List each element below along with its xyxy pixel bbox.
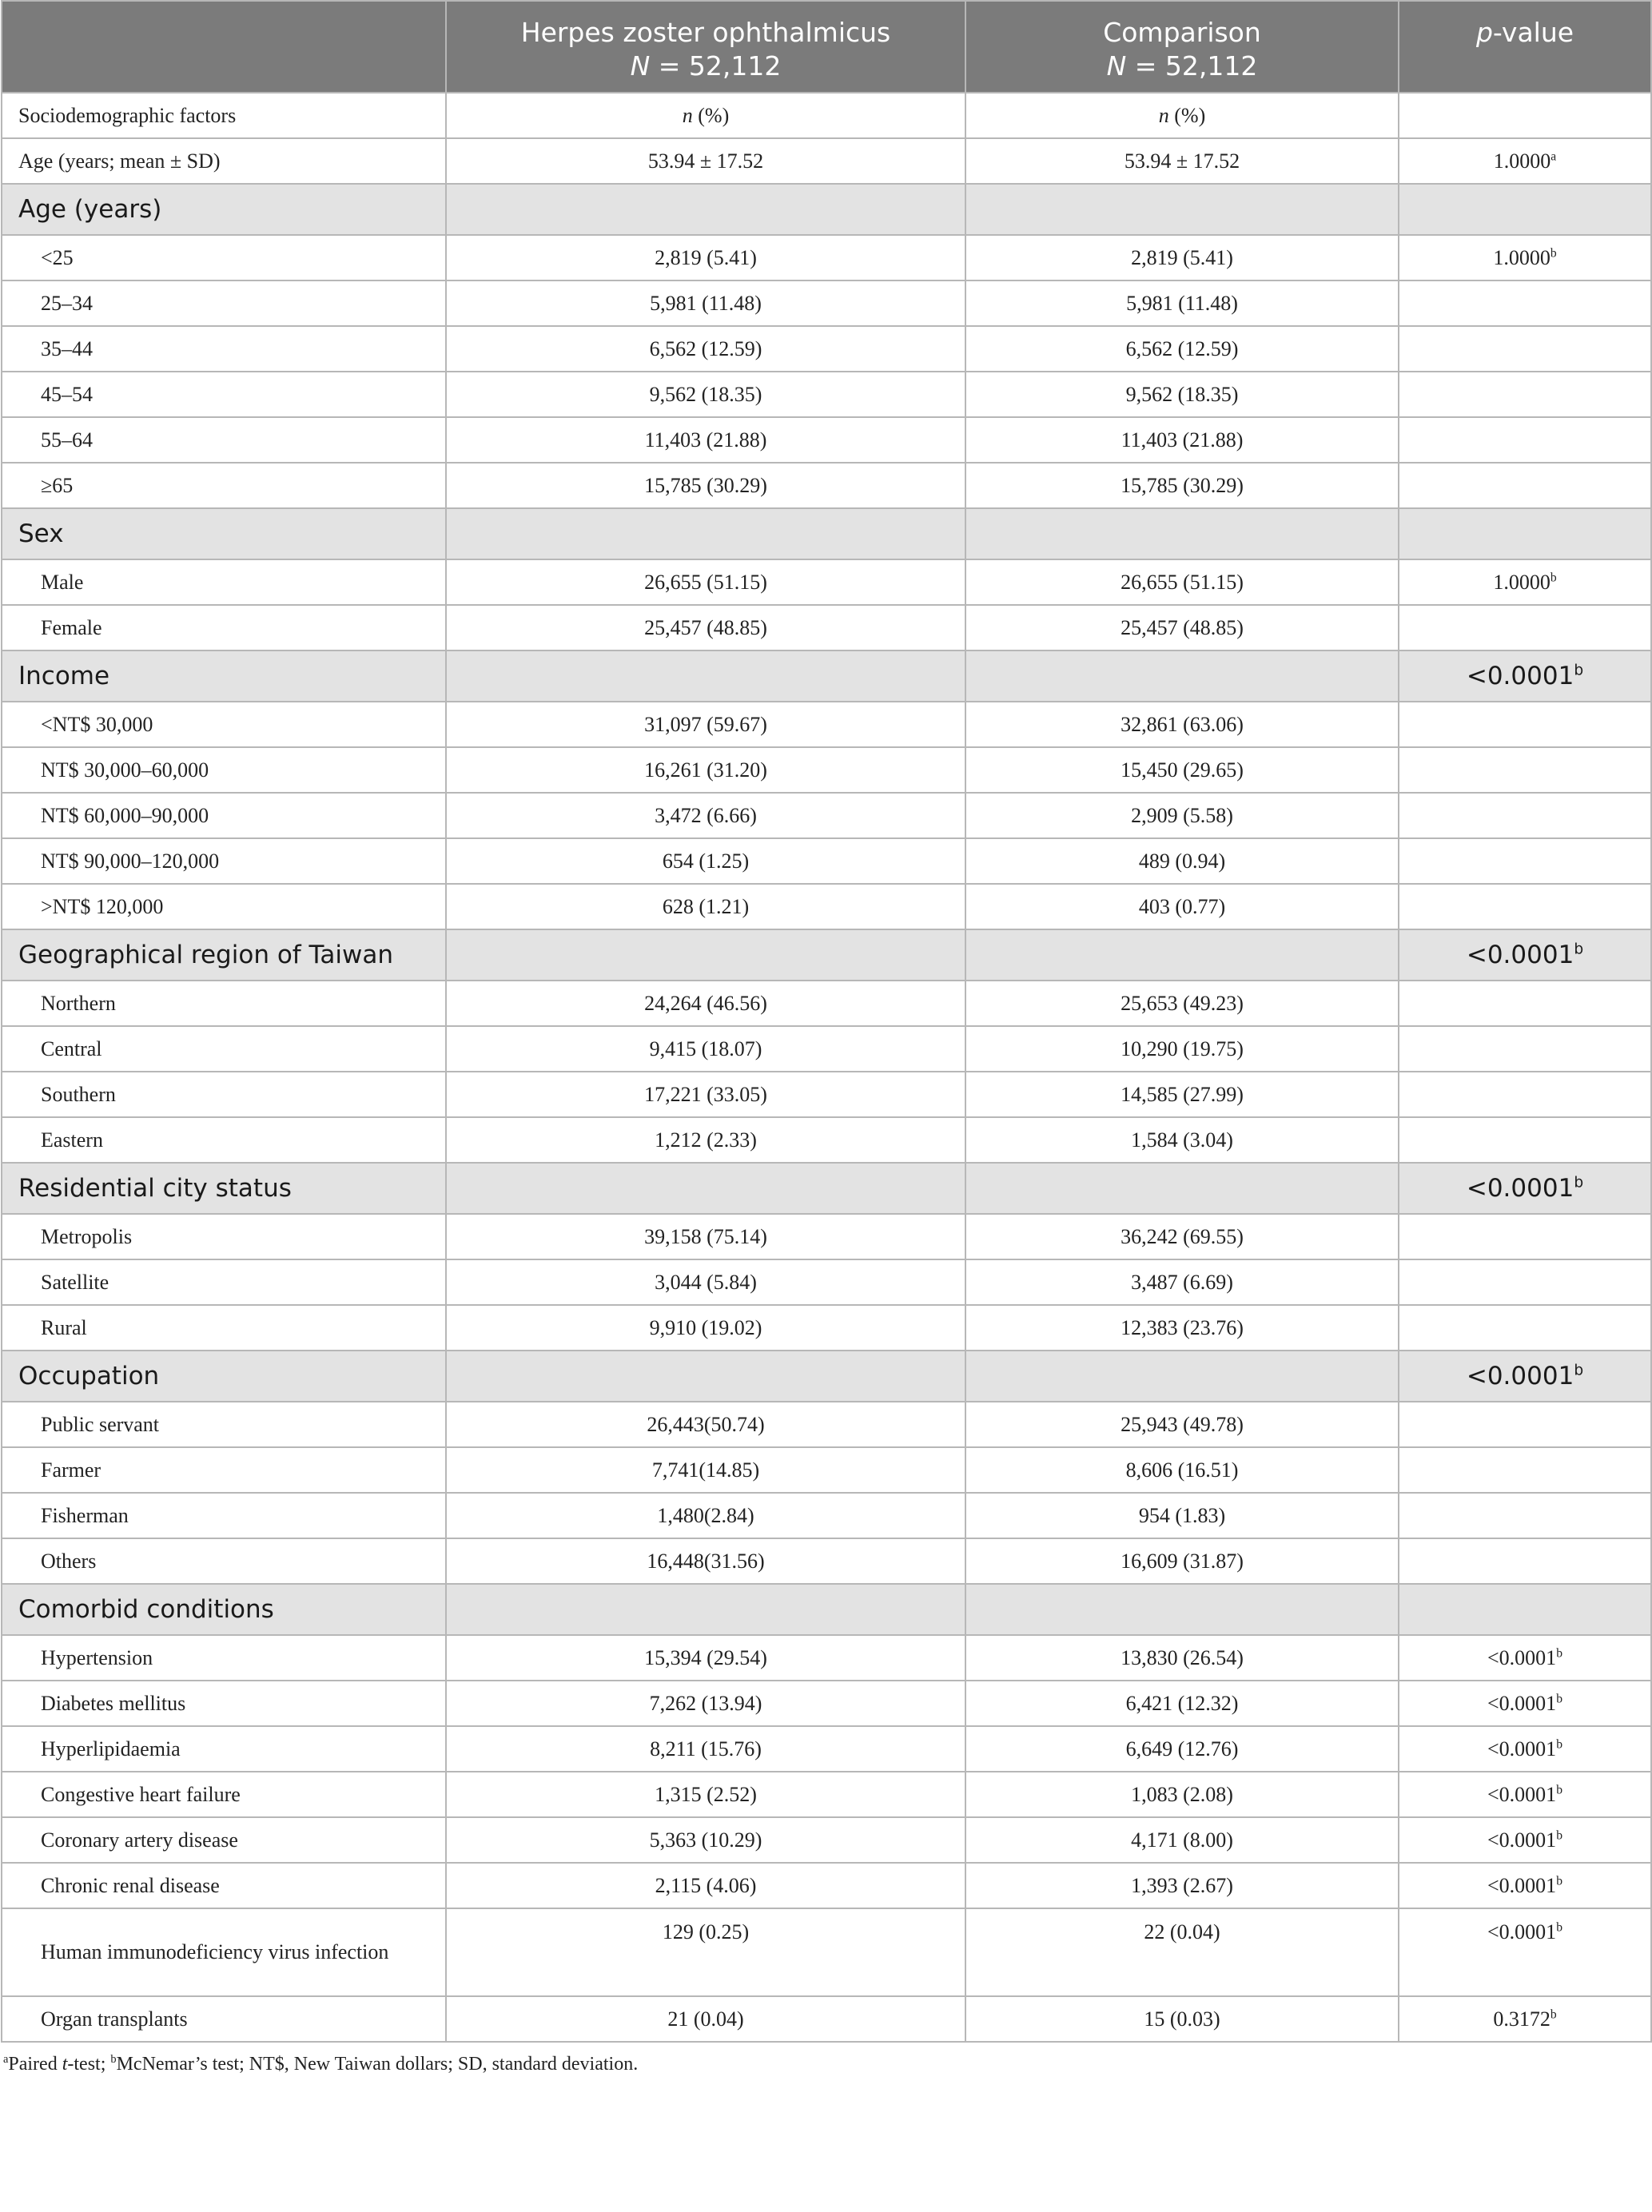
- hzo-value: 5,363 (10.29): [446, 1817, 965, 1863]
- row-label: Comorbid conditions: [2, 1584, 446, 1635]
- hzo-value: [446, 1351, 965, 1402]
- hzo-value: [446, 508, 965, 559]
- p-value: [1399, 1493, 1651, 1538]
- p-value: [1399, 1681, 1651, 1726]
- p-value: [1399, 1259, 1651, 1305]
- comparison-value: 2,819 (5.41): [965, 235, 1399, 280]
- n-italic: n: [1158, 103, 1169, 127]
- hzo-value: 25,457 (48.85): [446, 605, 965, 650]
- row-label: Income: [2, 650, 446, 702]
- table-row: [2, 747, 1651, 793]
- row-label: <NT$ 30,000: [2, 702, 446, 747]
- comparison-value: 25,943 (49.78): [965, 1402, 1399, 1447]
- table-row: [2, 884, 1651, 929]
- p-value-footnote-mark: b: [1550, 570, 1557, 584]
- comparison-value: 1,083 (2.08): [965, 1772, 1399, 1817]
- p-value: [1399, 372, 1651, 417]
- row-label: Northern: [2, 981, 446, 1026]
- table-row: [2, 1214, 1651, 1259]
- table-row: [2, 235, 1651, 280]
- hzo-value: 26,443(50.74): [446, 1402, 965, 1447]
- row-label: Central: [2, 1026, 446, 1072]
- p-value: [1399, 1584, 1651, 1635]
- hzo-value: 3,044 (5.84): [446, 1259, 965, 1305]
- hzo-value: 53.94 ± 17.52: [446, 138, 965, 184]
- row-label: Age (years; mean ± SD): [2, 138, 446, 184]
- row-label: NT$ 90,000–120,000: [2, 838, 446, 884]
- row-label: Human immunodeficiency virus infection: [2, 1908, 446, 1996]
- header-p-value: [1399, 1, 1651, 93]
- p-value: [1399, 1351, 1651, 1402]
- p-value-footnote-mark: b: [1556, 1737, 1562, 1751]
- p-value-text: <0.0001: [1466, 1174, 1574, 1203]
- table-row: [2, 605, 1651, 650]
- row-label: Age (years): [2, 184, 446, 235]
- hzo-value: 2,819 (5.41): [446, 235, 965, 280]
- table-row: [2, 1538, 1651, 1584]
- comparison-value: 4,171 (8.00): [965, 1817, 1399, 1863]
- comparison-value: 25,457 (48.85): [965, 605, 1399, 650]
- p-value: [1399, 1726, 1651, 1772]
- comparison-value: 11,403 (21.88): [965, 417, 1399, 463]
- comparison-value: 15,450 (29.65): [965, 747, 1399, 793]
- p-value: [1399, 1072, 1651, 1117]
- table-row: [2, 417, 1651, 463]
- table-row: [2, 1996, 1651, 2042]
- comparison-value: 954 (1.83): [965, 1493, 1399, 1538]
- p-value-footnote-mark: b: [1550, 2007, 1557, 2021]
- comparison-value: 1,393 (2.67): [965, 1863, 1399, 1908]
- p-value: [1399, 702, 1651, 747]
- p-value-footnote-mark: b: [1556, 1645, 1562, 1660]
- p-value: [1399, 1772, 1651, 1817]
- p-value: [1399, 605, 1651, 650]
- row-label: 25–34: [2, 280, 446, 326]
- comparison-value: 13,830 (26.54): [965, 1635, 1399, 1681]
- section-row: [2, 1351, 1651, 1402]
- p-value-footnote-mark: b: [1550, 245, 1557, 260]
- hzo-value: 6,562 (12.59): [446, 326, 965, 372]
- comparison-value: [965, 929, 1399, 981]
- p-value-text: <0.0001: [1466, 941, 1574, 969]
- table-body: [2, 93, 1651, 2042]
- p-value: [1399, 417, 1651, 463]
- p-value: [1399, 1996, 1651, 2042]
- p-value: [1399, 1817, 1651, 1863]
- p-value: [1399, 1026, 1651, 1072]
- hzo-value: 7,741(14.85): [446, 1447, 965, 1493]
- comparison-value: [965, 93, 1399, 138]
- table-row: [2, 1117, 1651, 1163]
- header-blank: [2, 1, 446, 93]
- row-label: NT$ 60,000–90,000: [2, 793, 446, 838]
- table-row: [2, 93, 1651, 138]
- header-comparison: [965, 1, 1399, 93]
- hzo-value: 16,448(31.56): [446, 1538, 965, 1584]
- p-value-footnote-mark: b: [1556, 1920, 1562, 1935]
- header-hzo-n-value: = 52,112: [650, 50, 782, 82]
- p-value: [1399, 1447, 1651, 1493]
- table-row: [2, 138, 1651, 184]
- table-row: [2, 981, 1651, 1026]
- row-label: Satellite: [2, 1259, 446, 1305]
- table-row: [2, 838, 1651, 884]
- row-label: Fisherman: [2, 1493, 446, 1538]
- table-row: [2, 1259, 1651, 1305]
- hzo-value: [446, 184, 965, 235]
- p-value-footnote-mark: b: [1556, 1828, 1562, 1842]
- comparison-value: [965, 650, 1399, 702]
- comparison-value: 1,584 (3.04): [965, 1117, 1399, 1163]
- p-value-text: <0.0001: [1466, 1362, 1574, 1390]
- row-label: Male: [2, 559, 446, 605]
- p-value: [1399, 1402, 1651, 1447]
- p-value-text: <0.0001: [1487, 1645, 1557, 1669]
- hzo-value: 1,480(2.84): [446, 1493, 965, 1538]
- row-label: >NT$ 120,000: [2, 884, 446, 929]
- footnote-b-text: McNemar’s test; NT$, New Taiwan dollars; SD, standard deviation.: [116, 2054, 639, 2075]
- p-value: [1399, 929, 1651, 981]
- table-row: [2, 702, 1651, 747]
- table-row: [2, 793, 1651, 838]
- row-label: Others: [2, 1538, 446, 1584]
- header-comparison-n: [966, 50, 1398, 83]
- hzo-value: 39,158 (75.14): [446, 1214, 965, 1259]
- row-label: Sociodemographic factors: [2, 93, 446, 138]
- p-value: [1399, 1635, 1651, 1681]
- hzo-value: 15,394 (29.54): [446, 1635, 965, 1681]
- p-value: [1399, 1214, 1651, 1259]
- row-label: Rural: [2, 1305, 446, 1351]
- section-row: [2, 508, 1651, 559]
- section-row: [2, 929, 1651, 981]
- baseline-characteristics-table: [1, 0, 1652, 2043]
- table-row: [2, 1726, 1651, 1772]
- p-value: [1399, 1117, 1651, 1163]
- p-value: [1399, 650, 1651, 702]
- comparison-value: 9,562 (18.35): [965, 372, 1399, 417]
- p-value: [1399, 138, 1651, 184]
- table-row: [2, 1026, 1651, 1072]
- footnote-a-text2: -test;: [67, 2054, 111, 2075]
- row-label: Chronic renal disease: [2, 1863, 446, 1908]
- p-value-text: <0.0001: [1487, 1828, 1557, 1852]
- table-row: [2, 372, 1651, 417]
- section-row: [2, 650, 1651, 702]
- header-comparison-title: Comparison: [1103, 17, 1261, 48]
- p-value-footnote-mark: b: [1574, 662, 1584, 679]
- row-label: Hypertension: [2, 1635, 446, 1681]
- comparison-value: 32,861 (63.06): [965, 702, 1399, 747]
- p-value: [1399, 326, 1651, 372]
- comparison-value: 15,785 (30.29): [965, 463, 1399, 508]
- hzo-value: 5,981 (11.48): [446, 280, 965, 326]
- p-value: [1399, 235, 1651, 280]
- comparison-value: [965, 508, 1399, 559]
- hzo-value: 26,655 (51.15): [446, 559, 965, 605]
- p-value: [1399, 1538, 1651, 1584]
- p-value-text: <0.0001: [1487, 1782, 1557, 1806]
- hzo-value: 24,264 (46.56): [446, 981, 965, 1026]
- hzo-value: [446, 929, 965, 981]
- comparison-value: 403 (0.77): [965, 884, 1399, 929]
- row-label: Female: [2, 605, 446, 650]
- p-value: [1399, 884, 1651, 929]
- table-row: [2, 280, 1651, 326]
- p-value: [1399, 1305, 1651, 1351]
- row-label: 55–64: [2, 417, 446, 463]
- p-value: [1399, 793, 1651, 838]
- comparison-value: 15 (0.03): [965, 1996, 1399, 2042]
- p-value-text: <0.0001: [1487, 1691, 1557, 1715]
- p-value-footnote-mark: b: [1574, 941, 1584, 958]
- header-hzo-n: [447, 50, 965, 83]
- row-label: Diabetes mellitus: [2, 1681, 446, 1726]
- hzo-value: 1,315 (2.52): [446, 1772, 965, 1817]
- header-hzo: [446, 1, 965, 93]
- table-row: [2, 1817, 1651, 1863]
- hzo-value: 2,115 (4.06): [446, 1863, 965, 1908]
- hzo-value: 21 (0.04): [446, 1996, 965, 2042]
- comparison-value: 2,909 (5.58): [965, 793, 1399, 838]
- comparison-value: [965, 1351, 1399, 1402]
- header-p-rest: -value: [1492, 17, 1574, 48]
- p-value: [1399, 463, 1651, 508]
- comparison-value: 16,609 (31.87): [965, 1538, 1399, 1584]
- hzo-value: 31,097 (59.67): [446, 702, 965, 747]
- header-hzo-n-label: N: [630, 50, 651, 82]
- hzo-value: 9,562 (18.35): [446, 372, 965, 417]
- p-value: [1399, 747, 1651, 793]
- section-row: [2, 1584, 1651, 1635]
- comparison-value: [965, 184, 1399, 235]
- p-value: [1399, 559, 1651, 605]
- p-value: [1399, 280, 1651, 326]
- row-label: <25: [2, 235, 446, 280]
- table-footnote: [3, 2054, 1652, 2075]
- hzo-value: [446, 1584, 965, 1635]
- hzo-value: 1,212 (2.33): [446, 1117, 965, 1163]
- row-label: Geographical region of Taiwan: [2, 929, 446, 981]
- table-row: [2, 326, 1651, 372]
- section-row: [2, 184, 1651, 235]
- p-value: [1399, 1863, 1651, 1908]
- footnote-a-mark: a: [3, 2053, 9, 2066]
- comparison-value: 6,649 (12.76): [965, 1726, 1399, 1772]
- comparison-value: 6,562 (12.59): [965, 326, 1399, 372]
- comparison-value: 489 (0.94): [965, 838, 1399, 884]
- row-label: NT$ 30,000–60,000: [2, 747, 446, 793]
- hzo-value: [446, 93, 965, 138]
- row-label: ≥65: [2, 463, 446, 508]
- table-row: [2, 1863, 1651, 1908]
- table-row: [2, 1635, 1651, 1681]
- table-row: [2, 1072, 1651, 1117]
- header-comparison-n-label: N: [1106, 50, 1127, 82]
- header-row: [2, 1, 1651, 93]
- row-label: Congestive heart failure: [2, 1772, 446, 1817]
- table-row: [2, 1681, 1651, 1726]
- section-row: [2, 1163, 1651, 1214]
- p-value-text: <0.0001: [1487, 1873, 1557, 1897]
- row-label: Coronary artery disease: [2, 1817, 446, 1863]
- row-label: Sex: [2, 508, 446, 559]
- p-value-footnote-mark: b: [1556, 1873, 1562, 1888]
- row-label: Organ transplants: [2, 1996, 446, 2042]
- hzo-value: 9,415 (18.07): [446, 1026, 965, 1072]
- row-label: Metropolis: [2, 1214, 446, 1259]
- row-label: Eastern: [2, 1117, 446, 1163]
- p-value-text: 0.3172: [1493, 2007, 1550, 2031]
- hzo-value: 628 (1.21): [446, 884, 965, 929]
- comparison-value: 10,290 (19.75): [965, 1026, 1399, 1072]
- row-label: 45–54: [2, 372, 446, 417]
- row-label: 35–44: [2, 326, 446, 372]
- comparison-value: 26,655 (51.15): [965, 559, 1399, 605]
- table-row: [2, 1305, 1651, 1351]
- n-italic: n: [682, 103, 693, 127]
- p-value-text: <0.0001: [1487, 1737, 1557, 1760]
- percent-label: (%): [698, 103, 730, 127]
- header-p-italic: p: [1475, 17, 1493, 48]
- hzo-value: [446, 1163, 965, 1214]
- comparison-value: 12,383 (23.76): [965, 1305, 1399, 1351]
- table-row: [2, 1493, 1651, 1538]
- hzo-value: 11,403 (21.88): [446, 417, 965, 463]
- row-label: Southern: [2, 1072, 446, 1117]
- p-value-text: <0.0001: [1487, 1920, 1557, 1943]
- header-comparison-n-value: = 52,112: [1126, 50, 1258, 82]
- footnote-a-text1: Paired: [8, 2054, 62, 2075]
- p-value: [1399, 1908, 1651, 1996]
- row-label: Hyperlipidaemia: [2, 1726, 446, 1772]
- table-row: [2, 1908, 1651, 1996]
- table-row: [2, 1447, 1651, 1493]
- p-value-text: 1.0000: [1493, 245, 1550, 269]
- row-label: Occupation: [2, 1351, 446, 1402]
- comparison-value: 5,981 (11.48): [965, 280, 1399, 326]
- comparison-value: 36,242 (69.55): [965, 1214, 1399, 1259]
- p-value: [1399, 93, 1651, 138]
- p-value: [1399, 838, 1651, 884]
- footnote-b-mark: b: [110, 2053, 117, 2066]
- hzo-value: 654 (1.25): [446, 838, 965, 884]
- row-label: Public servant: [2, 1402, 446, 1447]
- table-row: [2, 1402, 1651, 1447]
- hzo-value: 8,211 (15.76): [446, 1726, 965, 1772]
- hzo-value: 129 (0.25): [446, 1908, 965, 1996]
- comparison-value: [965, 1163, 1399, 1214]
- comparison-value: 8,606 (16.51): [965, 1447, 1399, 1493]
- p-value-footnote-mark: b: [1574, 1362, 1584, 1379]
- percent-label: (%): [1174, 103, 1206, 127]
- p-value-footnote-mark: b: [1556, 1691, 1562, 1705]
- hzo-value: 15,785 (30.29): [446, 463, 965, 508]
- header-hzo-title: Herpes zoster ophthalmicus: [520, 17, 891, 48]
- p-value-footnote-mark: a: [1550, 149, 1557, 163]
- p-value-text: 1.0000: [1493, 570, 1550, 594]
- table-row: [2, 1772, 1651, 1817]
- comparison-value: 22 (0.04): [965, 1908, 1399, 1996]
- hzo-value: [446, 650, 965, 702]
- comparison-value: [965, 1584, 1399, 1635]
- hzo-value: 17,221 (33.05): [446, 1072, 965, 1117]
- comparison-value: 53.94 ± 17.52: [965, 138, 1399, 184]
- p-value-text: 1.0000: [1493, 149, 1551, 173]
- table-row: [2, 463, 1651, 508]
- comparison-value: 3,487 (6.69): [965, 1259, 1399, 1305]
- hzo-value: 3,472 (6.66): [446, 793, 965, 838]
- p-value: [1399, 1163, 1651, 1214]
- table-row: [2, 559, 1651, 605]
- hzo-value: 9,910 (19.02): [446, 1305, 965, 1351]
- row-label: Residential city status: [2, 1163, 446, 1214]
- p-value: [1399, 508, 1651, 559]
- hzo-value: 7,262 (13.94): [446, 1681, 965, 1726]
- p-value-text: <0.0001: [1466, 662, 1574, 690]
- hzo-value: 16,261 (31.20): [446, 747, 965, 793]
- p-value-footnote-mark: b: [1574, 1174, 1584, 1192]
- p-value-footnote-mark: b: [1556, 1782, 1562, 1796]
- comparison-value: 14,585 (27.99): [965, 1072, 1399, 1117]
- p-value: [1399, 184, 1651, 235]
- row-label: Farmer: [2, 1447, 446, 1493]
- footnote-a-italic: t: [62, 2054, 68, 2075]
- comparison-value: 25,653 (49.23): [965, 981, 1399, 1026]
- p-value: [1399, 981, 1651, 1026]
- comparison-value: 6,421 (12.32): [965, 1681, 1399, 1726]
